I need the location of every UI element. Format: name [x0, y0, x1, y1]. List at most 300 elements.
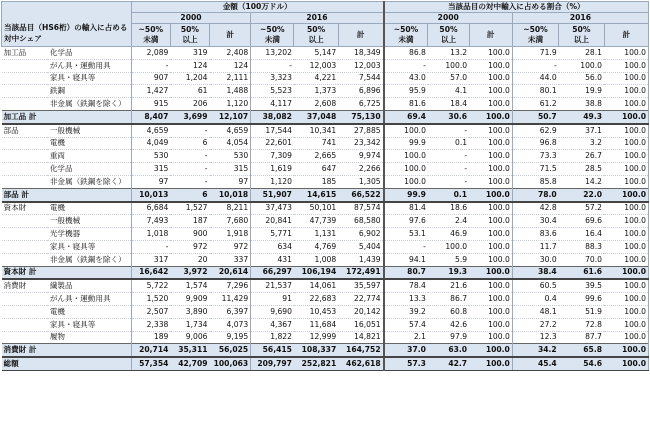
value-cell: 100.0: [469, 331, 512, 344]
item-label: 化学品: [47, 47, 131, 60]
value-cell: 61: [170, 85, 209, 98]
sub-header-cell: ~50% 未満: [512, 24, 558, 47]
category-label: [2, 98, 47, 111]
value-cell: 6: [170, 137, 209, 150]
value-cell: 1,373: [294, 85, 338, 98]
value-cell: 100.0: [469, 279, 512, 292]
value-cell: 39.5: [559, 279, 604, 292]
value-cell: 97: [131, 175, 170, 188]
value-cell: -: [428, 124, 469, 137]
value-cell: 1,734: [170, 318, 209, 331]
value-cell: 39.2: [384, 305, 428, 318]
value-cell: 12,999: [294, 331, 338, 344]
value-cell: 18.6: [428, 202, 469, 215]
category-label: [2, 305, 47, 318]
value-cell: 81.6: [384, 98, 428, 111]
value-cell: 100.0: [604, 137, 649, 150]
table-row: [2, 150, 649, 163]
value-cell: 56,025: [210, 344, 251, 357]
item-label: 電機: [47, 202, 131, 215]
value-cell: 0.4: [512, 293, 558, 306]
value-cell: 11,429: [210, 293, 251, 306]
item-label: 化学品: [47, 163, 131, 176]
value-cell: 972: [170, 240, 209, 253]
value-cell: 0.1: [428, 188, 469, 201]
value-cell: 5,722: [131, 279, 170, 292]
value-cell: 2,111: [210, 72, 251, 85]
item-label: 非金属（鉄鋼を除く）: [47, 253, 131, 266]
trade-share-table: [1, 1, 649, 371]
value-cell: 30.6: [428, 110, 469, 123]
value-cell: 70.0: [559, 253, 604, 266]
value-cell: 16.4: [559, 228, 604, 241]
value-cell: 1,120: [210, 98, 251, 111]
item-label: 非金属（鉄鋼を除く）: [47, 175, 131, 188]
value-cell: 65.8: [559, 344, 604, 357]
value-cell: 4.1: [428, 85, 469, 98]
value-cell: 12,003: [294, 59, 338, 72]
value-cell: 19.9: [559, 85, 604, 98]
value-cell: 100.0: [604, 47, 649, 60]
value-cell: 69.4: [384, 110, 428, 123]
value-cell: 915: [131, 98, 170, 111]
value-cell: 100.0: [604, 357, 649, 370]
category-label: 部品: [2, 124, 47, 137]
value-cell: 1,619: [251, 163, 294, 176]
table-row: [2, 72, 649, 85]
value-cell: 3.2: [559, 137, 604, 150]
value-cell: 6,684: [131, 202, 170, 215]
sub-header-cell: ~50% 未満: [131, 24, 170, 47]
value-cell: 13,202: [251, 47, 294, 60]
category-label: [2, 137, 47, 150]
value-cell: 53.1: [384, 228, 428, 241]
sub-header-cell: 計: [338, 24, 383, 47]
table-header: [2, 2, 649, 47]
value-cell: 87.7: [559, 331, 604, 344]
sub-header-cell: 50% 以上: [428, 24, 469, 47]
value-cell: 2,089: [131, 47, 170, 60]
value-cell: 1,918: [210, 228, 251, 241]
value-cell: 100.0: [604, 293, 649, 306]
table-row: [2, 163, 649, 176]
table-row: [2, 228, 649, 241]
value-cell: 2,338: [131, 318, 170, 331]
value-cell: 9,690: [251, 305, 294, 318]
value-cell: 4,049: [131, 137, 170, 150]
category-label: 資本財: [2, 202, 47, 215]
value-cell: 319: [170, 47, 209, 60]
item-label: 電機: [47, 137, 131, 150]
year-header: 2016: [251, 13, 384, 24]
table-row: [2, 253, 649, 266]
value-cell: 28.5: [559, 163, 604, 176]
value-cell: 431: [251, 253, 294, 266]
value-cell: 7,296: [210, 279, 251, 292]
value-cell: 83.6: [512, 228, 558, 241]
value-cell: 97.9: [428, 331, 469, 344]
value-cell: 20: [170, 253, 209, 266]
value-cell: 14,061: [294, 279, 338, 292]
sub-header-cell: ~50% 未満: [251, 24, 294, 47]
value-cell: 1,527: [170, 202, 209, 215]
value-cell: 35,597: [338, 279, 383, 292]
value-cell: 100.0: [469, 150, 512, 163]
value-cell: 1,305: [338, 175, 383, 188]
value-cell: 11,684: [294, 318, 338, 331]
value-cell: 530: [210, 150, 251, 163]
value-cell: 80.1: [512, 85, 558, 98]
value-cell: -: [170, 163, 209, 176]
value-cell: 51,907: [251, 188, 294, 201]
value-cell: 1,822: [251, 331, 294, 344]
value-cell: 7,544: [338, 72, 383, 85]
value-cell: 13.3: [384, 293, 428, 306]
year-header: 2000: [131, 13, 250, 24]
value-cell: 99.9: [384, 137, 428, 150]
value-cell: 71.9: [512, 47, 558, 60]
value-cell: -: [170, 124, 209, 137]
value-cell: 19.3: [428, 266, 469, 279]
value-cell: 100.0: [469, 175, 512, 188]
value-cell: 34.2: [512, 344, 558, 357]
value-cell: -: [512, 59, 558, 72]
value-cell: 9,974: [338, 150, 383, 163]
category-label: [2, 318, 47, 331]
value-cell: 37,473: [251, 202, 294, 215]
value-cell: 12,107: [210, 110, 251, 123]
value-cell: 3,323: [251, 72, 294, 85]
value-cell: 60.5: [512, 279, 558, 292]
table-row: [2, 85, 649, 98]
value-cell: 47,739: [294, 215, 338, 228]
value-cell: 42,709: [170, 357, 209, 370]
value-cell: 5,147: [294, 47, 338, 60]
value-cell: 68,580: [338, 215, 383, 228]
value-cell: 1,008: [294, 253, 338, 266]
value-cell: 100.0: [469, 163, 512, 176]
value-cell: 87,574: [338, 202, 383, 215]
item-label: がん具・運動用具: [47, 59, 131, 72]
year-header: 2016: [512, 13, 648, 24]
value-cell: 100.0: [604, 228, 649, 241]
sub-header-cell: 計: [210, 24, 251, 47]
value-cell: 209,797: [251, 357, 294, 370]
value-cell: 100,063: [210, 357, 251, 370]
total-label: 加工品 計: [2, 110, 132, 123]
value-cell: 100.0: [604, 163, 649, 176]
value-cell: 100.0: [604, 124, 649, 137]
value-cell: 21.6: [428, 279, 469, 292]
value-cell: 16,642: [131, 266, 170, 279]
value-cell: 100.0: [384, 150, 428, 163]
total-label: 資本財 計: [2, 266, 132, 279]
table-row: [2, 305, 649, 318]
value-cell: 4,659: [210, 124, 251, 137]
value-cell: 100.0: [469, 47, 512, 60]
value-cell: 57.3: [384, 357, 428, 370]
category-label: [2, 72, 47, 85]
value-cell: 96.8: [512, 137, 558, 150]
value-cell: -: [428, 175, 469, 188]
value-cell: 100.0: [384, 175, 428, 188]
share-group-header: 当該品目の対中輸入に占める割合（%）: [384, 2, 649, 13]
sub-header-cell: ~50% 未満: [384, 24, 428, 47]
value-cell: 37.1: [559, 124, 604, 137]
value-cell: 95.9: [384, 85, 428, 98]
sub-header-cell: 50% 以上: [170, 24, 209, 47]
value-cell: 100.0: [469, 253, 512, 266]
table-row: [2, 318, 649, 331]
table-body: [2, 47, 649, 371]
value-cell: 100.0: [469, 293, 512, 306]
value-cell: 317: [131, 253, 170, 266]
value-cell: 0.1: [428, 137, 469, 150]
total-row: [2, 344, 649, 357]
value-cell: 48.1: [512, 305, 558, 318]
value-cell: 38.8: [559, 98, 604, 111]
value-cell: 22,683: [294, 293, 338, 306]
value-cell: 172,491: [338, 266, 383, 279]
total-label: 消費財 計: [2, 344, 132, 357]
value-cell: 71.5: [512, 163, 558, 176]
value-cell: 97: [210, 175, 251, 188]
value-cell: 1,427: [131, 85, 170, 98]
value-cell: 56.0: [559, 72, 604, 85]
value-cell: 4,054: [210, 137, 251, 150]
value-cell: 462,618: [338, 357, 383, 370]
value-cell: 46.9: [428, 228, 469, 241]
value-cell: -: [428, 150, 469, 163]
category-label: [2, 253, 47, 266]
value-cell: 100.0: [469, 72, 512, 85]
value-cell: 315: [210, 163, 251, 176]
value-cell: 5,771: [251, 228, 294, 241]
value-cell: 3,972: [170, 266, 209, 279]
value-cell: 72.8: [559, 318, 604, 331]
value-cell: 20,841: [251, 215, 294, 228]
value-cell: 108,337: [294, 344, 338, 357]
value-cell: 10,453: [294, 305, 338, 318]
grand-row: [2, 357, 649, 370]
value-cell: 4,073: [210, 318, 251, 331]
value-cell: -: [428, 163, 469, 176]
item-label: 一般機械: [47, 215, 131, 228]
value-cell: 2,408: [210, 47, 251, 60]
value-cell: 3,890: [170, 305, 209, 318]
value-cell: 49.3: [559, 110, 604, 123]
value-cell: 27.2: [512, 318, 558, 331]
value-cell: 1,131: [294, 228, 338, 241]
value-cell: 22,774: [338, 293, 383, 306]
amount-group-header: 金額（100万ドル）: [131, 2, 383, 13]
category-label: 加工品: [2, 47, 47, 60]
value-cell: 100.0: [384, 124, 428, 137]
value-cell: 972: [210, 240, 251, 253]
item-label: 履物: [47, 331, 131, 344]
value-cell: 100.0: [604, 331, 649, 344]
table-row: [2, 279, 649, 292]
value-cell: 1,574: [170, 279, 209, 292]
value-cell: 50,101: [294, 202, 338, 215]
value-cell: 100.0: [469, 357, 512, 370]
value-cell: 100.0: [604, 110, 649, 123]
category-label: [2, 150, 47, 163]
value-cell: 185: [294, 175, 338, 188]
sub-header-cell: 50% 以上: [294, 24, 338, 47]
value-cell: 530: [131, 150, 170, 163]
value-cell: 2.4: [428, 215, 469, 228]
item-label: がん具・運動用具: [47, 293, 131, 306]
value-cell: 61.2: [512, 98, 558, 111]
value-cell: 66,522: [338, 188, 383, 201]
item-label: 家具・寝具等: [47, 318, 131, 331]
value-cell: 647: [294, 163, 338, 176]
value-cell: 12.3: [512, 331, 558, 344]
value-cell: 100.0: [469, 59, 512, 72]
value-cell: 18.4: [428, 98, 469, 111]
sub-header-cell: 計: [604, 24, 649, 47]
value-cell: 1,204: [170, 72, 209, 85]
value-cell: 7,680: [210, 215, 251, 228]
value-cell: 30.0: [512, 253, 558, 266]
value-cell: 17,544: [251, 124, 294, 137]
value-cell: 1,120: [251, 175, 294, 188]
stub-header: 当該品目（HS6桁）の輸入に占める対中シェア: [2, 2, 132, 47]
value-cell: 100.0: [604, 59, 649, 72]
item-label: 非金属（鉄鋼を除く）: [47, 98, 131, 111]
value-cell: 6,902: [338, 228, 383, 241]
value-cell: 50.7: [512, 110, 558, 123]
value-cell: 100.0: [469, 98, 512, 111]
value-cell: 206: [170, 98, 209, 111]
total-row: [2, 110, 649, 123]
value-cell: 4,367: [251, 318, 294, 331]
value-cell: 4,659: [131, 124, 170, 137]
value-cell: 100.0: [604, 266, 649, 279]
category-label: [2, 59, 47, 72]
value-cell: 4,769: [294, 240, 338, 253]
item-label: 重両: [47, 150, 131, 163]
value-cell: 57.0: [428, 72, 469, 85]
value-cell: 14,821: [338, 331, 383, 344]
item-label: 家具・寝具等: [47, 72, 131, 85]
value-cell: 100.0: [428, 59, 469, 72]
value-cell: 741: [294, 137, 338, 150]
category-label: [2, 175, 47, 188]
value-cell: 81.4: [384, 202, 428, 215]
value-cell: 8,211: [210, 202, 251, 215]
value-cell: 73.3: [512, 150, 558, 163]
category-label: [2, 163, 47, 176]
value-cell: 100.0: [604, 175, 649, 188]
category-label: [2, 85, 47, 98]
value-cell: 2,266: [338, 163, 383, 176]
value-cell: 42.8: [512, 202, 558, 215]
table-row: [2, 215, 649, 228]
value-cell: 6,725: [338, 98, 383, 111]
value-cell: -: [131, 59, 170, 72]
value-cell: 100.0: [469, 215, 512, 228]
value-cell: 14,615: [294, 188, 338, 201]
value-cell: 5,404: [338, 240, 383, 253]
value-cell: 100.0: [469, 137, 512, 150]
value-cell: 315: [131, 163, 170, 176]
value-cell: 26.7: [559, 150, 604, 163]
value-cell: 124: [210, 59, 251, 72]
value-cell: 337: [210, 253, 251, 266]
value-cell: 100.0: [604, 202, 649, 215]
value-cell: 9,195: [210, 331, 251, 344]
value-cell: 23,342: [338, 137, 383, 150]
value-cell: 100.0: [559, 59, 604, 72]
value-cell: 189: [131, 331, 170, 344]
value-cell: 100.0: [604, 150, 649, 163]
value-cell: -: [170, 175, 209, 188]
value-cell: 10,018: [210, 188, 251, 201]
value-cell: 9,909: [170, 293, 209, 306]
item-label: 繊製品: [47, 279, 131, 292]
value-cell: 100.0: [604, 188, 649, 201]
item-label: 電機: [47, 305, 131, 318]
value-cell: 5,523: [251, 85, 294, 98]
table-row: [2, 240, 649, 253]
category-label: [2, 215, 47, 228]
value-cell: 2,608: [294, 98, 338, 111]
value-cell: 7,309: [251, 150, 294, 163]
value-cell: 100.0: [604, 318, 649, 331]
category-label: 消費財: [2, 279, 47, 292]
value-cell: 57.4: [384, 318, 428, 331]
value-cell: 100.0: [604, 279, 649, 292]
value-cell: 27,885: [338, 124, 383, 137]
year-header: 2000: [384, 13, 513, 24]
value-cell: 100.0: [604, 305, 649, 318]
value-cell: 252,821: [294, 357, 338, 370]
value-cell: -: [131, 240, 170, 253]
table-row: [2, 47, 649, 60]
value-cell: 11.7: [512, 240, 558, 253]
value-cell: 18,349: [338, 47, 383, 60]
value-cell: 22.0: [559, 188, 604, 201]
value-cell: 3,699: [170, 110, 209, 123]
total-label: 部品 計: [2, 188, 132, 201]
table-row: [2, 293, 649, 306]
value-cell: 57.2: [559, 202, 604, 215]
value-cell: 16,051: [338, 318, 383, 331]
value-cell: 100.0: [604, 72, 649, 85]
value-cell: 6,397: [210, 305, 251, 318]
value-cell: 100.0: [604, 215, 649, 228]
total-row: [2, 188, 649, 201]
value-cell: 42.6: [428, 318, 469, 331]
value-cell: 100.0: [604, 98, 649, 111]
value-cell: 38.4: [512, 266, 558, 279]
value-cell: 900: [170, 228, 209, 241]
value-cell: 14.2: [559, 175, 604, 188]
value-cell: 100.0: [469, 344, 512, 357]
value-cell: 164,752: [338, 344, 383, 357]
table-row: [2, 331, 649, 344]
value-cell: 634: [251, 240, 294, 253]
value-cell: 86.8: [384, 47, 428, 60]
value-cell: 100.0: [469, 110, 512, 123]
value-cell: 60.8: [428, 305, 469, 318]
category-label: [2, 293, 47, 306]
value-cell: 100.0: [469, 228, 512, 241]
value-cell: 66,297: [251, 266, 294, 279]
value-cell: 100.0: [604, 253, 649, 266]
